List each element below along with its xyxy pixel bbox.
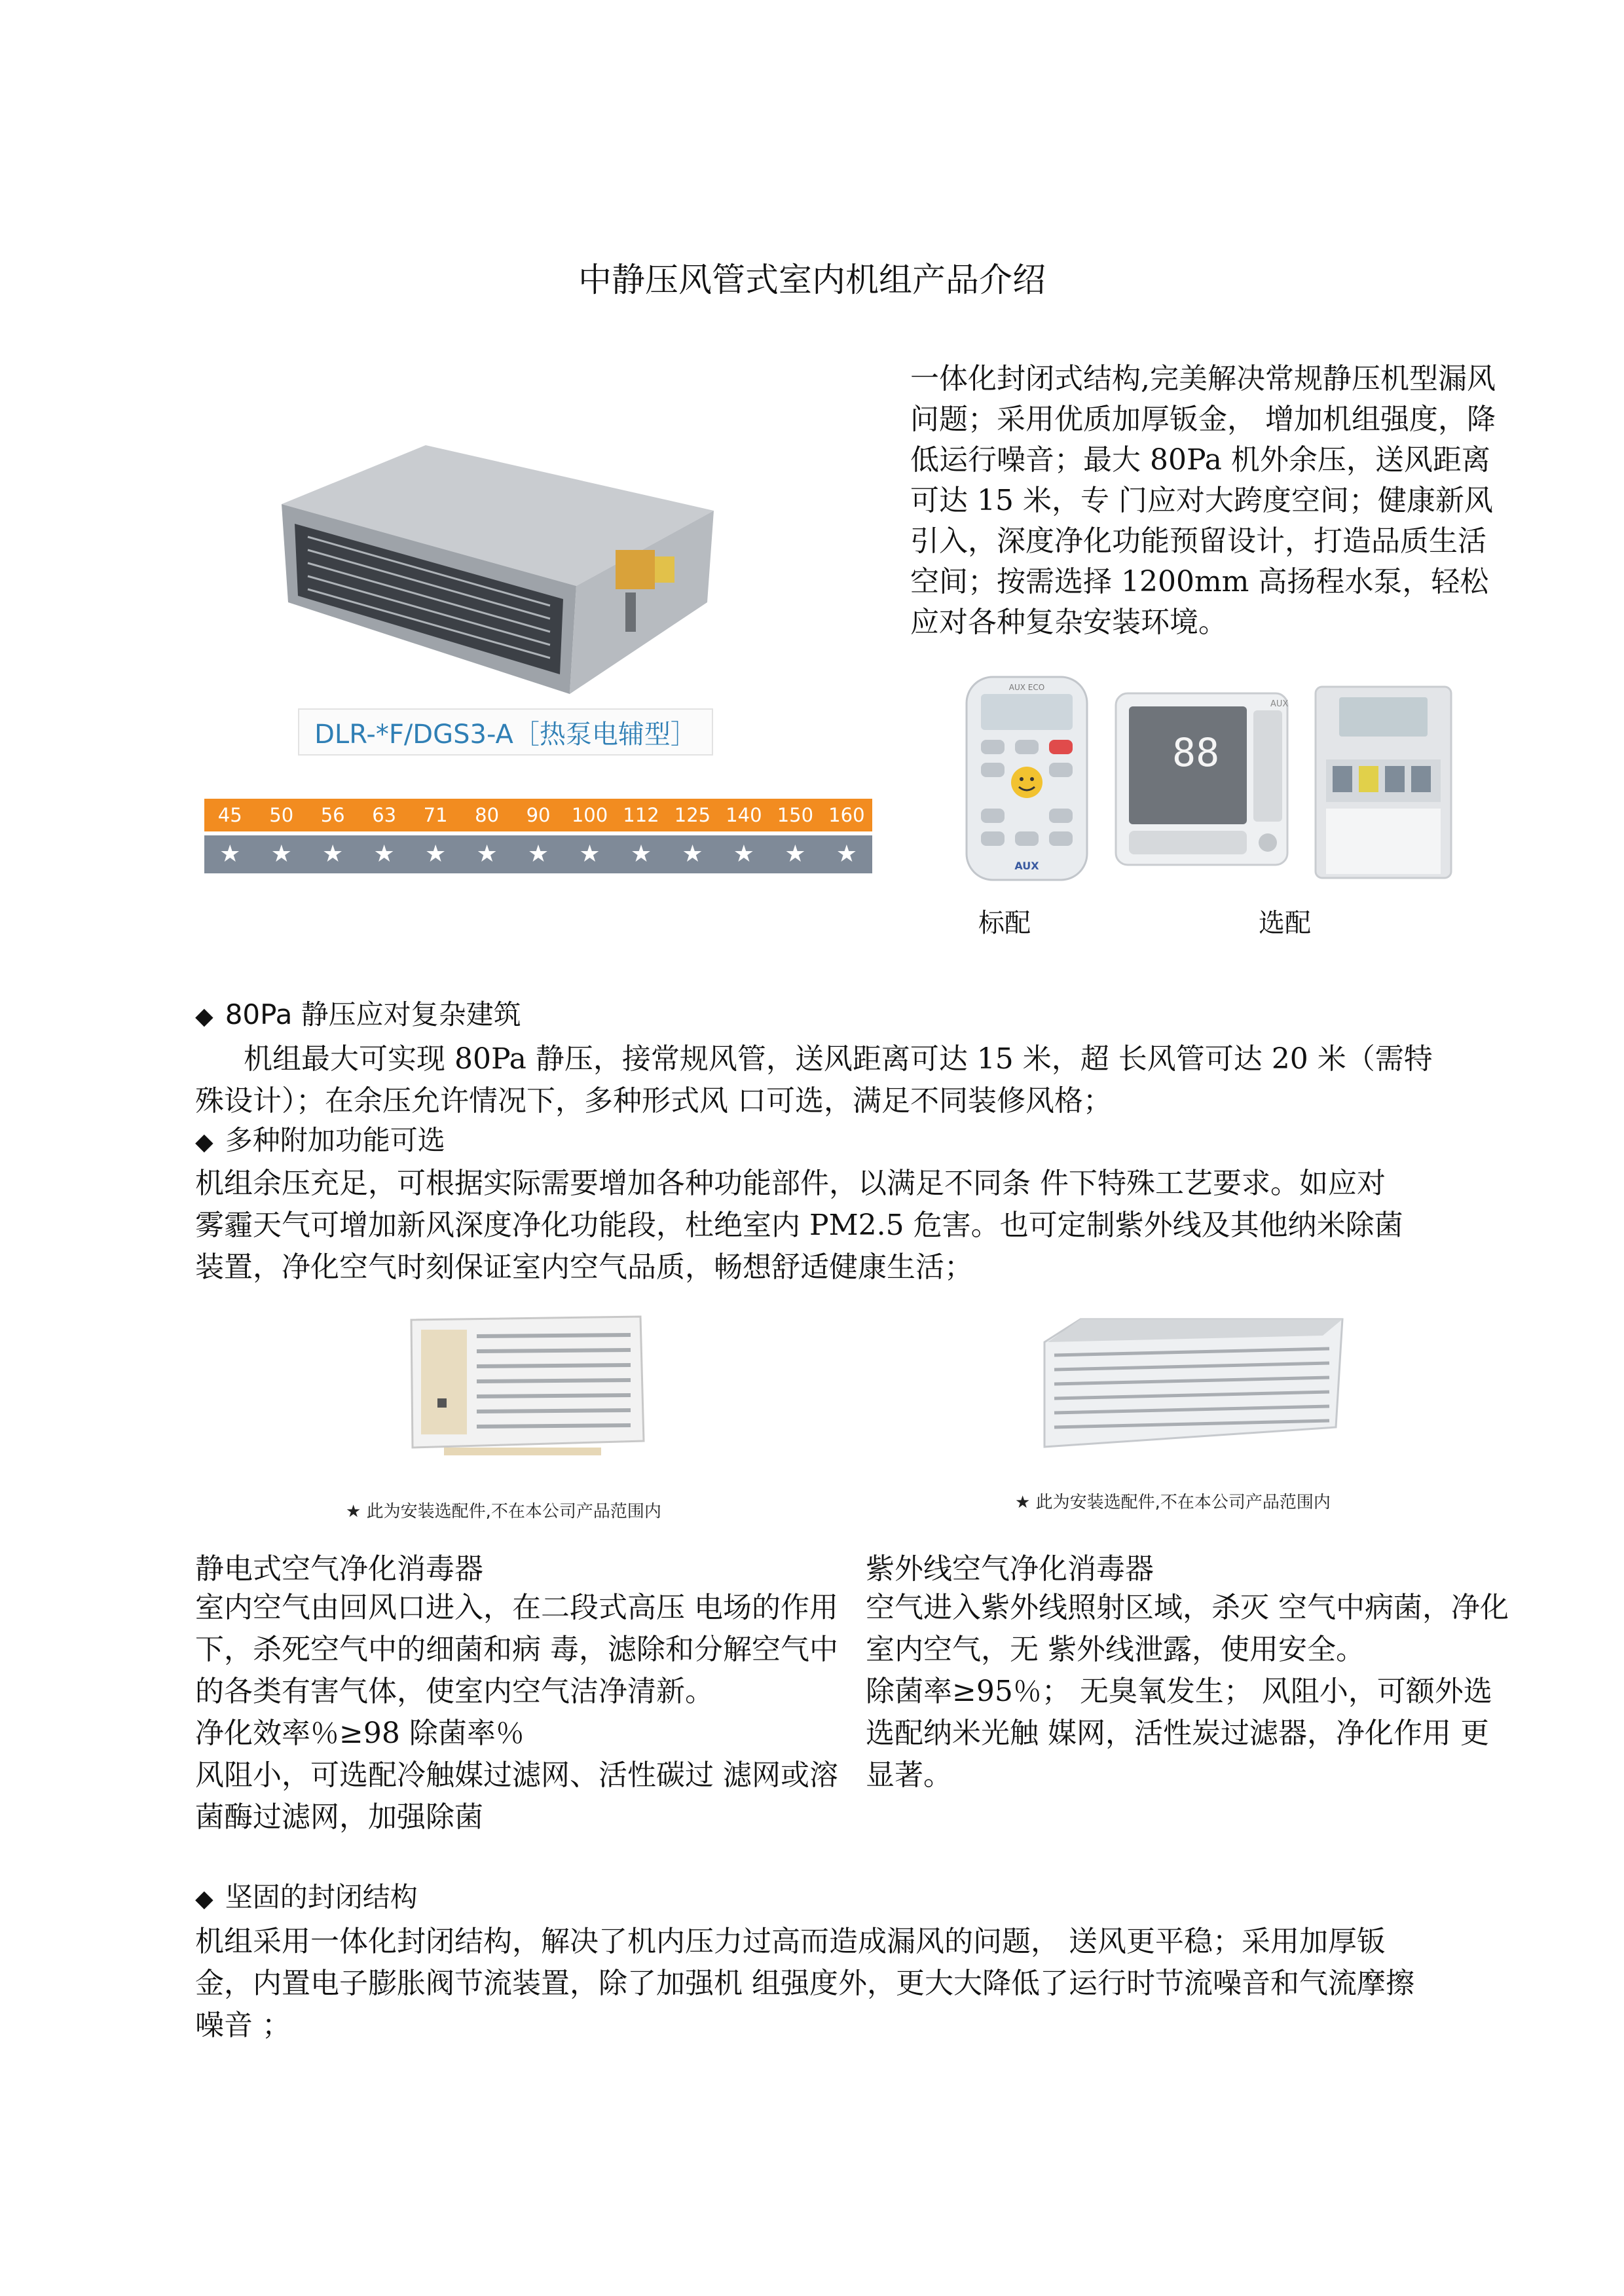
capacity-value: 50 [269,804,294,826]
star-icon: ★ [784,841,806,867]
star-icon: ★ [682,841,703,867]
uv-paragraph [866,1587,1514,1796]
remote-controller-image [961,674,1092,884]
electrostatic-text: 室内空气由回风口进入，在二段式高压 电场的作用下，杀死空气中的细菌和病 毒，滤除和分解空气中的各类有害气体，使室内空气洁净清新。 [195,1591,838,1708]
intro-paragraph [910,359,1513,643]
electrostatic-text: 风阻小，可选配冷触媒过滤网、活性碳过 滤网或溶菌酶过滤网，加强除菌 [195,1758,838,1834]
star-icon: ★ [579,841,600,867]
electrostatic-paragraph [195,1587,840,1838]
section3-paragraph [195,1921,1439,2047]
diamond-bullet-icon: ◆ [195,1003,213,1030]
star-icon: ★ [527,841,549,867]
display-digits: 88 [1172,730,1220,776]
capacity-value: 45 [217,804,242,826]
accessory-note: ★ 此为安装选配件,不在本公司产品范围内 [1015,1493,1331,1512]
uv-heading: 紫外线空气净化消毒器 [866,1552,1154,1586]
section2-text: 机组余压充足，可根据实际需要增加各种功能部件，以满足不同条 件下特殊工艺要求。如应对雾霾天气可增加新风深度净化功能段，杜绝室内 PM2.5 危害。也可定制紫外线及其他纳米除菌装置，净化空气时刻保证室内空气品质，畅想舒适健康生活； [195,1167,1403,1284]
star-icon: ★ [322,841,344,867]
star-icon: ★ [270,841,292,867]
star-icon: ★ [373,841,395,867]
accessory-note: ★ 此为安装选配件,不在本公司产品范围内 [346,1502,661,1522]
electrostatic-text: 净化效率％≥98 除菌率％ [195,1717,525,1750]
capacity-bar [204,799,872,831]
star-icon: ★ [219,841,241,867]
wired-controller-image [1113,691,1290,867]
uv-purifier-image [1035,1316,1349,1453]
capacity-value: 71 [423,804,448,826]
section1-paragraph [195,1038,1439,1122]
standard-label: 标配 [978,908,1031,938]
page-title: 中静压风管式室内机组产品介绍 [578,261,1046,300]
capacity-value: 90 [526,804,551,826]
section2-heading: 多种附加功能可选 [225,1124,445,1156]
uv-text: 除菌率≥95％； 无臭氧发生； 风阻小，可额外选选配纳米光触 媒网，活性炭过滤器，净化作用 更显著。 [866,1675,1492,1792]
section-heading [195,995,521,1036]
optional-label: 选配 [1259,908,1311,938]
section2-paragraph [195,1163,1407,1288]
controller-brand: AUX [1270,699,1289,709]
capacity-value: 125 [674,804,711,826]
star-icon: ★ [733,841,755,867]
intro-text: 一体化封闭式结构,完美解决常规静压机型漏风问题；采用优质加厚钣金， 增加机组强度，降低运行噪音；最大 80Pa 机外余压，送风距离可达 15 米，专 门应对大跨度空间；健康新风引入，深度净化功能预留设计，打造品质生活 空间；按需选择 1200mm 高扬程水泵，轻松应对各种复杂安装环境。 [910,362,1496,639]
model-label: DLR-*F/DGS3-A［热泵电辅型］ [298,708,713,756]
section3-text: 机组采用一体化封闭结构，解决了机内压力过高而造成漏风的问题， 送风更平稳；采用加厚钣金，内置电子膨胀阀节流装置，除了加强机 组强度外，更大大降低了运行时节流噪音和气流摩擦噪音 ； [195,1925,1414,2042]
control-panel-image [1313,684,1454,881]
electrostatic-heading: 静电式空气净化消毒器 [195,1552,483,1586]
star-icon: ★ [836,841,857,867]
section3-heading: 坚固的封闭结构 [225,1881,418,1913]
section1-heading: 80Pa 静压应对复杂建筑 [225,998,521,1030]
diamond-bullet-icon: ◆ [195,1886,213,1912]
capacity-value: 150 [777,804,814,826]
electrostatic-purifier-image [405,1313,647,1457]
capacity-value: 63 [372,804,397,826]
capacity-value: 140 [726,804,762,826]
capacity-value: 80 [475,804,500,826]
capacity-value: 112 [623,804,659,826]
star-icon: ★ [630,841,652,867]
diamond-bullet-icon: ◆ [195,1129,213,1156]
indoor-unit-image [262,432,733,707]
section-heading [195,1121,445,1162]
star-icon: ★ [424,841,447,867]
section1-text: 机组最大可实现 80Pa 静压，接常规风管，送风距离可达 15 米，超 长风管可达 20 米（需特殊设计）；在余压允许情况下，多种形式风 口可选，满足不同装修风格； [195,1042,1433,1118]
star-icon: ★ [476,841,498,867]
capacity-value: 56 [320,804,345,826]
remote-top-text: AUX ECO [1008,683,1045,692]
capacity-value: 160 [828,804,865,826]
uv-text: 空气进入紫外线照射区域，杀灭 空气中病菌，净化室内空气，无 紫外线泄露，使用安全。 [866,1591,1509,1666]
remote-brand: AUX [1014,860,1039,872]
star-rating-bar [204,835,872,873]
capacity-value: 100 [571,804,608,826]
section-heading [195,1878,418,1919]
